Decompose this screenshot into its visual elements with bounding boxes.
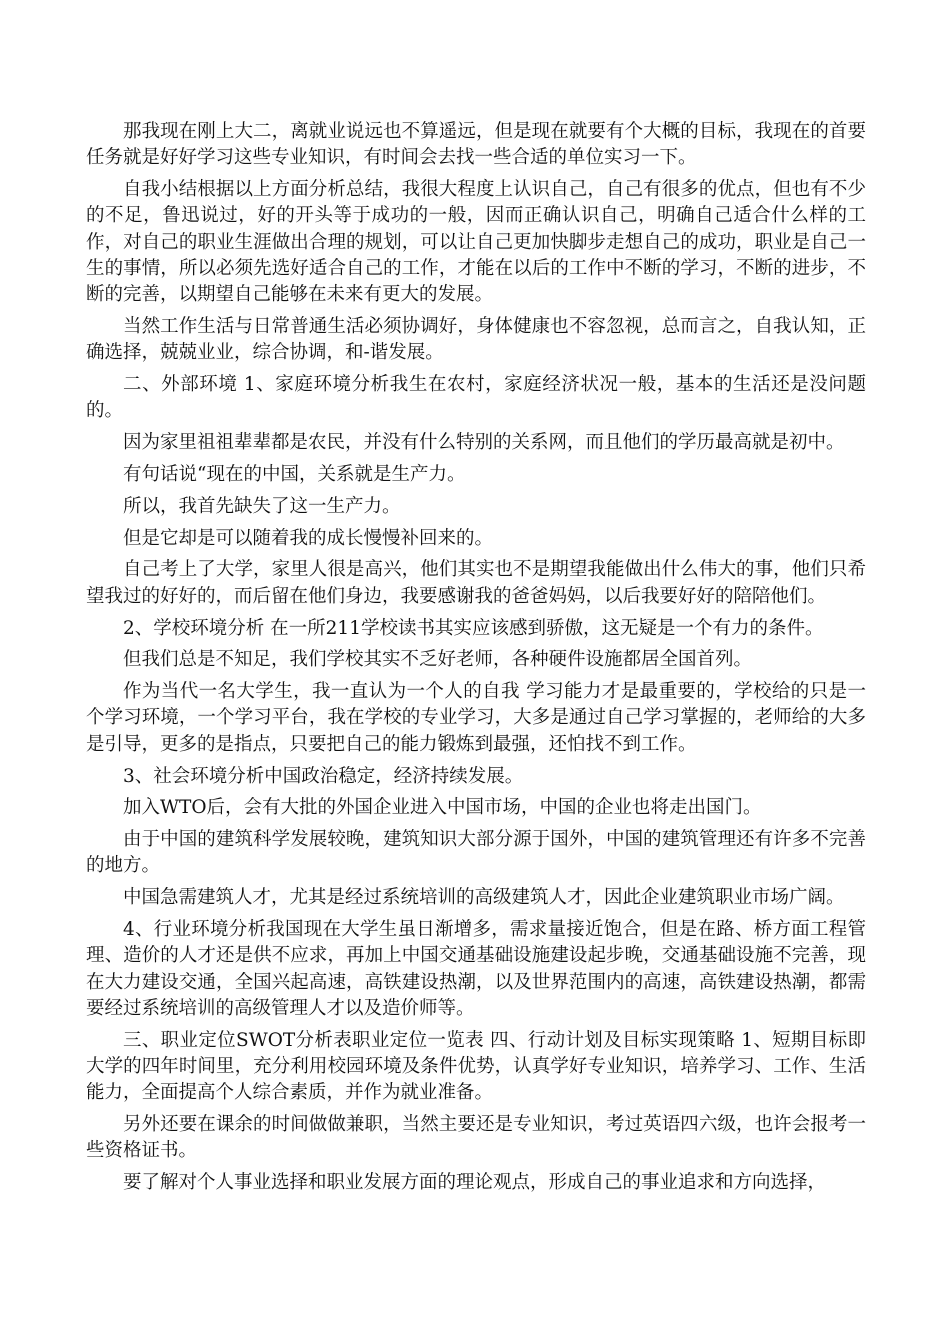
paragraph: 自己考上了大学，家里人很是高兴，他们其实也不是期望我能做出什么伟大的事，他们只希望我过的好好的，而后留在他们身边，我要感谢我的爸爸妈妈，以后我要好好的陪陪他们。 <box>86 559 866 607</box>
paragraph: 但我们总是不知足，我们学校其实不乏好老师，各种硬件设施都居全国首列。 <box>123 649 753 671</box>
paragraph: 另外还要在课余的时间做做兼职，当然主要还是专业知识，考过英语四六级，也许会报考一些资格证书。 <box>86 1114 866 1162</box>
paragraph: 三、职业定位SWOT分析表职业定位一览表 四、行动计划及目标实现策略 1、短期目标即大学的四年时间里，充分利用校园环境及条件优势，认真学好专业知识，培养学习、工作、生活能力，全面提高个人综合素质，并作为就业准备。 <box>86 1029 866 1104</box>
paragraph: 那我现在刚上大二，离就业说远也不算遥远，但是现在就要有个大概的目标，我现在的首要任务就是好好学习这些专业知识，有时间会去找一些合适的单位实习一下。 <box>86 121 866 169</box>
paragraph: 加入WTO后，会有大批的外国企业进入中国市场，中国的企业也将走出国门。 <box>123 797 762 819</box>
paragraph: 有句话说“现在的中国，关系就是生产力。 <box>123 464 466 486</box>
paragraph: 2、学校环境分析 在一所211学校读书其实应该感到骄傲，这无疑是一个有力的条件。 <box>123 617 824 639</box>
paragraph: 作为当代一名大学生，我一直认为一个人的自我 学习能力才是最重要的，学校给的只是一个学习环境，一个学习平台，我在学校的专业学习，大多是通过自己学习掌握的，老师给的大多是引导，更多的是指点，只要把自己的能力锻炼到最强，还怕找不到工作。 <box>86 681 866 755</box>
paragraph: 自我小结根据以上方面分析总结，我很大程度上认识自己，自己有很多的优点，但也有不少的不足，鲁迅说过，好的开头等于成功的一般，因而正确认识自己，明确自己适合什么样的工作，对自己的职业生涯做出合理的规划，可以让自己更加快脚步走想自己的成功，职业是自己一生的事情，所以必须先选好适合自己的工作，才能在以后的工作中不断的学习，不断的进步，不断的完善，以期望自己能够在未来有更大的发展。 <box>86 179 866 306</box>
paragraph: 由于中国的建筑科学发展较晚，建筑知识大部分源于国外，中国的建筑管理还有许多不完善的地方。 <box>86 829 866 877</box>
paragraph: 中国急需建筑人才，尤其是经过系统培训的高级建筑人才，因此企业建筑职业市场广阔。 <box>123 887 845 909</box>
document-body <box>86 119 866 1202</box>
paragraph: 二、外部环境 1、家庭环境分析我生在农村，家庭经济状况一般，基本的生活还是没问题的。 <box>86 374 866 422</box>
paragraph: 当然工作生活与日常普通生活必须协调好，身体健康也不容忽视，总而言之，自我认知，正确选择，兢兢业业，综合协调，和-谐发展。 <box>86 316 866 364</box>
paragraph: 4、行业环境分析我国现在大学生虽日渐增多，需求量接近饱合，但是在路、桥方面工程管理、造价的人才还是供不应求，再加上中国交通基础设施建设起步晚，交通基础设施不完善，现在大力建设交通，全国兴起高速，高铁建设热潮，以及世界范围内的高速，高铁建设热潮，都需要经过系统培训的高级管理人才以及造价师等。 <box>86 919 866 1019</box>
paragraph: 但是它却是可以随着我的成长慢慢补回来的。 <box>123 527 494 549</box>
paragraph: 3、社会环境分析中国政治稳定，经济持续发展。 <box>123 765 524 787</box>
paragraph: 要了解对个人事业选择和职业发展方面的理论观点，形成自己的事业追求和方向选择， <box>123 1172 827 1194</box>
paragraph: 所以，我首先缺失了这一生产力。 <box>123 495 401 517</box>
paragraph: 因为家里祖祖辈辈都是农民，并没有什么特别的关系网，而且他们的学历最高就是初中。 <box>123 432 845 454</box>
